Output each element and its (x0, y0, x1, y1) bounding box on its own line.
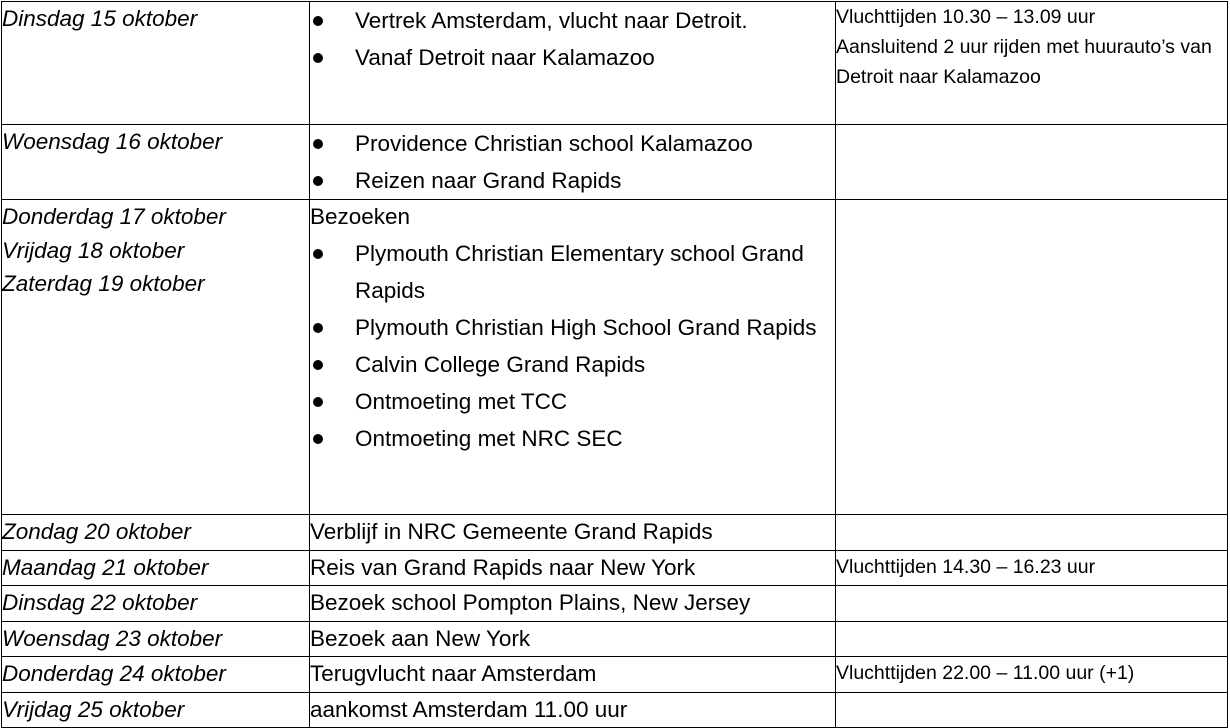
activity-cell (310, 2, 836, 125)
activity-text: aankomst Amsterdam 11.00 uur (310, 696, 628, 722)
activity-text: Bezoek school Pompton Plains, New Jersey (310, 590, 751, 615)
list-item: Calvin College Grand Rapids (310, 346, 835, 383)
notes-cell (836, 200, 1228, 515)
day-cell (2, 692, 310, 728)
list-item: Ontmoeting met NRC SEC (310, 420, 835, 457)
note-text: Vluchttijden 22.00 – 11.00 uur (+1) (836, 662, 1135, 684)
list-item: Plymouth Christian High School Grand Rapids (310, 309, 835, 346)
note-text: Vluchttijden 14.30 – 16.23 uur (836, 555, 1096, 578)
table-row (2, 200, 1228, 515)
notes-cell (836, 550, 1228, 586)
day-label: Dinsdag 22 oktober (2, 590, 198, 615)
table-row (2, 621, 1228, 657)
table-row (2, 550, 1228, 586)
activity-cell (310, 586, 836, 622)
day-label: Vrijdag 18 oktober (2, 237, 185, 263)
day-label: Zaterdag 19 oktober (2, 271, 205, 296)
list-item: Vanaf Detroit naar Kalamazoo (310, 39, 835, 76)
note-text: Aansluitend 2 uur rijden met huurauto’s van Detroit naar Kalamazoo (836, 36, 1212, 88)
day-cell (2, 200, 310, 515)
activity-cell (310, 657, 836, 693)
list-item: Plymouth Christian Elementary school Grand Rapids (310, 235, 835, 309)
note-text: Vluchttijden 10.30 – 13.09 uur (836, 6, 1096, 28)
list-item: Providence Christian school Kalamazoo (310, 125, 835, 162)
activity-cell (310, 692, 836, 728)
list-item: Vertrek Amsterdam, vlucht naar Detroit. (310, 2, 835, 39)
table-row (2, 657, 1228, 693)
activity-cell (310, 550, 836, 586)
notes-cell (836, 125, 1228, 200)
day-label: Donderdag 17 oktober (2, 204, 226, 229)
day-cell (2, 515, 310, 551)
day-label: Zondag 20 oktober (2, 519, 191, 544)
day-cell (2, 586, 310, 622)
activity-intro: Bezoeken (310, 204, 411, 229)
table-row (2, 2, 1228, 125)
table-row (2, 125, 1228, 200)
day-cell (2, 125, 310, 200)
table-row (2, 515, 1228, 551)
list-item: Reizen naar Grand Rapids (310, 162, 835, 199)
activity-cell (310, 515, 836, 551)
notes-cell (836, 515, 1228, 551)
activity-text: Verblijf in NRC Gemeente Grand Rapids (310, 519, 713, 544)
day-cell (2, 657, 310, 693)
activity-text: Terugvlucht naar Amsterdam (310, 661, 597, 686)
notes-cell (836, 692, 1228, 728)
list-item: Ontmoeting met TCC (310, 383, 835, 420)
activity-text: Bezoek aan New York (310, 625, 531, 651)
notes-cell (836, 586, 1228, 622)
schedule-table (1, 1, 1228, 728)
notes-cell (836, 2, 1228, 125)
day-cell (2, 2, 310, 125)
activity-cell (310, 200, 836, 515)
day-label: Woensdag 23 oktober (2, 625, 223, 651)
day-label: Dinsdag 15 oktober (2, 6, 198, 31)
activity-text: Reis van Grand Rapids naar New York (310, 554, 696, 580)
activity-cell (310, 621, 836, 657)
table-row (2, 692, 1228, 728)
notes-cell (836, 657, 1228, 693)
day-label: Woensdag 16 oktober (2, 129, 223, 154)
day-label: Donderdag 24 oktober (2, 661, 226, 686)
activity-cell (310, 125, 836, 200)
day-label: Vrijdag 25 oktober (2, 696, 185, 722)
notes-cell (836, 621, 1228, 657)
day-label: Maandag 21 oktober (2, 554, 209, 580)
table-row (2, 586, 1228, 622)
day-cell (2, 550, 310, 586)
day-cell (2, 621, 310, 657)
